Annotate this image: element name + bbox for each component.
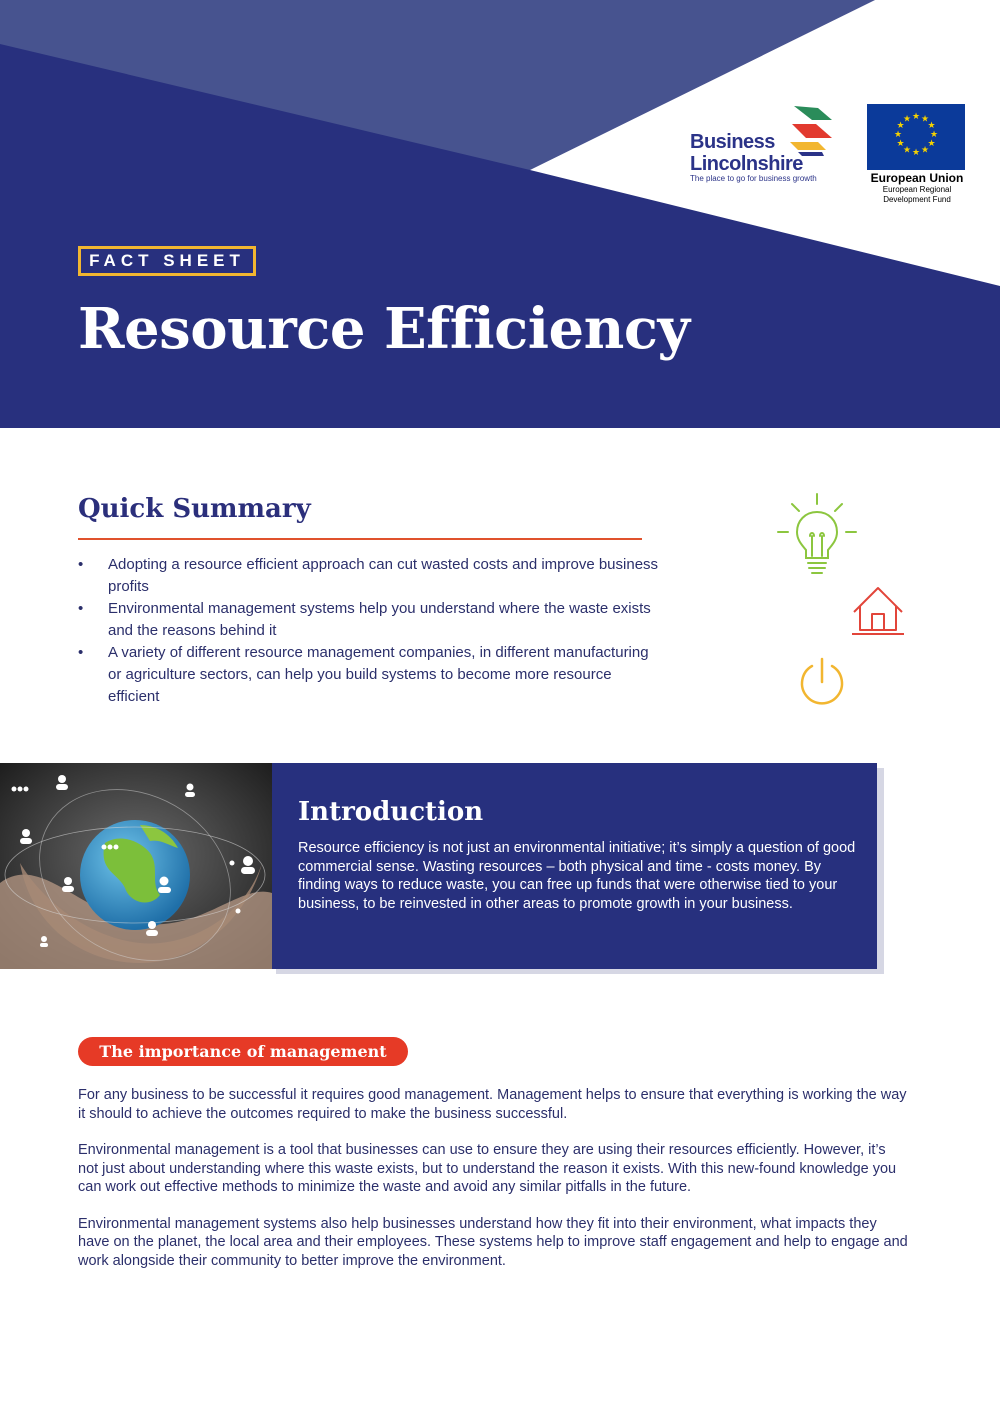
business-lincolnshire-logo: [688, 104, 838, 190]
summary-item-text: A variety of different resource management companies, in different manufacturing or agriculture sectors, can help you build systems to become more resource efficient: [108, 644, 649, 705]
logo-line-business: Business: [690, 131, 775, 153]
svg-text:★: ★: [929, 130, 939, 140]
page-title: Resource Efficiency: [78, 296, 690, 362]
introduction-panel: [272, 763, 877, 969]
quick-summary-heading: Quick Summary: [78, 494, 311, 524]
summary-item-text: Adopting a resource efficient approach can cut wasted costs and improve business profits: [108, 556, 659, 595]
svg-text:★: ★: [920, 114, 930, 125]
svg-text:★: ★: [896, 121, 905, 131]
svg-text:★: ★: [896, 139, 905, 149]
introduction-text: Resource efficiency is not just an environmental initiative; it’s simply a question of good commercial sense. Wasting resources – both physical and time - costs money. By finding ways to reduce waste, you can free up funds that were otherwise tied to your business, to be reinvested in other areas to promote growth in your business.: [298, 840, 856, 912]
svg-text:★: ★: [902, 114, 912, 125]
globe-in-hands-image: [0, 763, 272, 969]
logo-line-lincolnshire: Lincolnshire: [690, 153, 803, 175]
svg-text:★: ★: [920, 145, 930, 156]
svg-text:★: ★: [927, 139, 936, 149]
header-background: [0, 0, 1000, 428]
list-item: [78, 554, 678, 598]
eu-flag-icon: [867, 104, 965, 170]
summary-item-text: Environmental management systems help you understand where the waste exists and the reasons behind it: [108, 600, 651, 639]
svg-text:★: ★: [927, 121, 936, 131]
management-paragraph-2: Environmental management is a tool that businesses can use to ensure they are using their resources efficiently. However, it’s not just about understanding where this waste exists, but to understand the reason it exists. With this new-found knowledge you can work out effective methods to minimize the waste and avoid any similar pitfalls in the future.: [78, 1142, 897, 1195]
management-body: [78, 1086, 908, 1288]
summary-list: [78, 554, 678, 708]
bullet: •: [78, 600, 84, 617]
bullet: •: [78, 556, 84, 573]
introduction-heading: Introduction: [298, 797, 484, 827]
eu-subtitle-line2: Development Fund: [883, 195, 951, 204]
eu-title: European Union: [870, 171, 964, 185]
bullet: •: [78, 644, 84, 661]
svg-text:★: ★: [911, 148, 921, 158]
fact-sheet-badge: FACT SHEET: [78, 246, 256, 276]
eu-logo: [866, 104, 968, 205]
eu-subtitle-line1: European Regional: [882, 185, 952, 194]
list-item: [78, 598, 678, 642]
lightbulb-icon: [774, 490, 860, 580]
management-paragraph-3: Environmental management systems also help businesses understand how they fit into their environment, what impacts they have on the planet, the local area and their employees. These systems help to improve staff engagement and help to engage and work alongside their community to better improve the environment.: [78, 1215, 908, 1269]
svg-text:★: ★: [893, 130, 903, 140]
logo-tagline: The place to go for business growth: [690, 174, 817, 183]
management-paragraph-1: For any business to be successful it requires good management. Management helps to ensure that everything is working the way it should to achieve the outcomes required to make the business successful.: [78, 1087, 907, 1122]
svg-text:★: ★: [911, 112, 921, 122]
svg-text:★: ★: [902, 145, 912, 156]
house-icon: [850, 584, 906, 640]
summary-divider: [78, 538, 642, 540]
management-heading: The importance of management: [78, 1037, 408, 1066]
list-item: [78, 642, 678, 708]
power-icon: [796, 656, 848, 708]
